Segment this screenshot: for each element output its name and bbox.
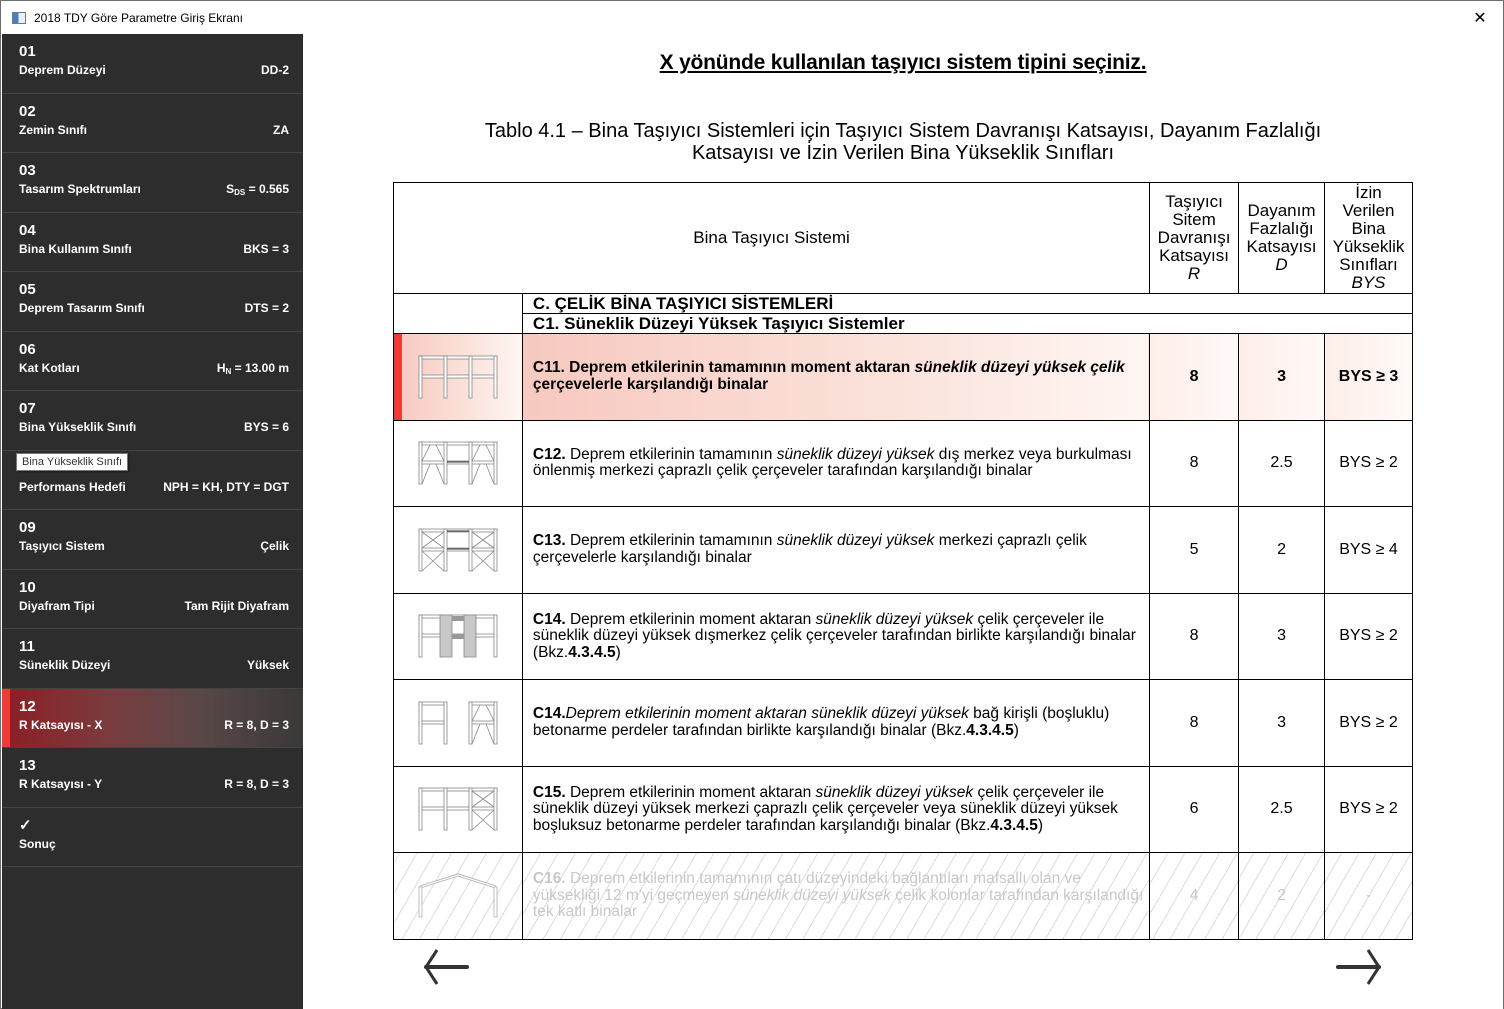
value-r: 8	[1150, 593, 1239, 680]
sidebar-item-1[interactable]	[2, 34, 303, 94]
description-fragment: bağ kirişli (boşluklu) betonarme perdeler tarafından birlikte karşılandığı binalar (Bkz.	[532, 705, 1110, 739]
sidebar-item-number: 09	[19, 519, 36, 536]
value-r: 8	[1150, 420, 1239, 507]
value-r: 6	[1150, 766, 1239, 853]
sidebar-item-label: Tasarım Spektrumları	[19, 182, 141, 196]
system-option-row[interactable]	[394, 766, 1413, 853]
sidebar-item-label: Zemin Sınıfı	[19, 122, 88, 137]
value-bys: BYS ≥ 2	[1325, 593, 1413, 680]
sidebar-item-9[interactable]	[2, 510, 303, 570]
sidebar-item-label: Sonuç	[19, 836, 56, 851]
value-subscript: DS	[234, 188, 246, 197]
header-line: İzin	[1355, 183, 1382, 202]
coupled-wall-frame-icon	[418, 627, 498, 644]
system-description	[522, 766, 1149, 853]
sidebar-item-row	[19, 419, 289, 435]
arrow-left-icon	[421, 946, 471, 988]
system-code: C14.	[532, 705, 566, 723]
system-option-row[interactable]	[394, 593, 1413, 680]
sidebar-item-row	[19, 836, 289, 852]
header-line: Sitem	[1172, 210, 1216, 229]
description-fragment: Deprem etkilerinin tamamının	[565, 532, 777, 550]
header-bys	[1325, 183, 1413, 294]
arrow-right-icon	[1334, 946, 1384, 988]
header-line: Sınıfları	[1339, 255, 1398, 274]
value-bys: BYS ≥ 2	[1325, 420, 1413, 507]
description-fragment: merkezi çaprazlı çelik çerçevelerle karşılandığı binalar	[532, 532, 1087, 566]
description-fragment: süneklik düzeyi yüksek	[733, 886, 891, 904]
description-fragment: 4.3.4.5	[990, 816, 1038, 834]
value-r: 8	[1150, 334, 1239, 421]
sidebar-item-value: BYS = 6	[243, 420, 289, 434]
frame-diagram-cell	[394, 334, 523, 421]
sidebar-item-number: 12	[19, 697, 36, 715]
value-bys: -	[1325, 853, 1413, 940]
sidebar-item-2[interactable]	[2, 94, 303, 154]
sidebar-item-label: R Katsayısı - X	[19, 717, 103, 732]
description-fragment: çerçevelerle karşılandığı binalar	[532, 375, 769, 393]
description-fragment: çelik kolonlar tarafından karşılandığı tek katlı binalar	[532, 886, 1144, 920]
sidebar-item-6[interactable]	[2, 332, 303, 392]
system-description	[522, 334, 1149, 421]
sidebar-item-number: 11	[19, 638, 35, 655]
sidebar-item-label: Deprem Düzeyi	[19, 63, 106, 77]
header-line: Katsayısı	[1246, 237, 1317, 256]
sidebar-item-11[interactable]	[2, 629, 303, 689]
sidebar-item-number: 05	[19, 281, 36, 298]
app-icon	[12, 12, 26, 24]
sidebar-item-value: R = 8, D = 3	[224, 777, 289, 791]
sidebar-item-label: R Katsayısı - Y	[19, 777, 103, 791]
system-option-row[interactable]	[394, 420, 1413, 507]
value-suffix: = 13.00 m	[231, 360, 289, 375]
main-panel	[303, 34, 1503, 1009]
value-bys: BYS ≥ 4	[1325, 507, 1413, 594]
sidebar-item-number: 04	[19, 221, 36, 239]
sidebar-item-14[interactable]	[2, 808, 303, 868]
next-button[interactable]	[1334, 946, 1384, 988]
system-code: C11.	[532, 359, 565, 377]
header-line: Davranışı	[1157, 228, 1231, 247]
description-fragment: Deprem etkilerinin moment aktaran süneklik düzeyi yüksek	[565, 705, 969, 723]
value-r: 5	[1150, 507, 1239, 594]
description-fragment: çelik çerçeveler ile süneklik düzeyi yüksek merkezi çaprazlı çelik çerçeveler veya süneklik düzeyi yüksek boşluksuz betonarme perdeler tarafından karşılandığı binalar (Bkz.	[532, 783, 1118, 834]
previous-button[interactable]	[421, 946, 471, 988]
table-caption	[393, 120, 1413, 164]
system-description	[522, 593, 1149, 680]
value-d: 3	[1239, 680, 1325, 767]
description-fragment: süneklik düzeyi yüksek	[776, 445, 935, 463]
sidebar-item-number: 01	[19, 43, 36, 60]
description-fragment: dış merkez veya burkulması önlenmiş merkezi çaprazlı çelik çerçeveler tarafından karşılandığı binalar	[532, 445, 1132, 480]
portal-frame-icon	[418, 887, 498, 904]
system-option-row[interactable]	[394, 507, 1413, 594]
value-d: 2	[1239, 853, 1325, 940]
subsection-title: C1. Süneklik Düzeyi Yüksek Taşıyıcı Sistemler	[522, 314, 1412, 334]
header-line: Yükseklik	[1332, 237, 1405, 256]
window-title: 2018 TDY Göre Parametre Giriş Ekranı	[34, 11, 243, 25]
sidebar-item-number: 06	[19, 340, 36, 358]
system-option-row[interactable]	[394, 680, 1413, 767]
description-fragment: Deprem etkilerinin tamamının	[565, 445, 777, 463]
sidebar-item-row	[19, 360, 289, 380]
frame-diagram-cell	[394, 420, 523, 507]
header-line: Verilen	[1342, 201, 1395, 220]
sidebar-item-number: 03	[19, 162, 36, 179]
description-fragment: 4.3.4.5	[568, 643, 616, 661]
sidebar-item-value	[217, 360, 289, 380]
sidebar-item-10[interactable]	[2, 570, 303, 630]
value-d: 3	[1239, 334, 1325, 421]
description-fragment: Deprem etkilerinin tamamının çatı düzeyindeki bağlantıları mafsallı olan ve yüksekliği 12 m'yi geçmeyen	[532, 870, 1081, 904]
description-fragment: süneklik düzeyi yüksek	[914, 359, 1086, 377]
header-line: Dayanım	[1247, 201, 1316, 220]
system-description	[522, 507, 1149, 594]
description-fragment: çelik	[1090, 359, 1125, 377]
description-fragment: Deprem etkilerinin moment aktaran	[565, 783, 816, 801]
description-fragment: )	[1013, 721, 1019, 739]
sidebar-item-value	[226, 181, 289, 201]
sidebar-item-12[interactable]	[2, 689, 303, 749]
sidebar-item-label: Bina Yükseklik Sınıfı	[19, 420, 137, 434]
value-d: 3	[1239, 593, 1325, 680]
value-bys: BYS ≥ 3	[1325, 334, 1413, 421]
table-header-row	[394, 183, 1413, 294]
sidebar-item-value: ZA	[273, 122, 289, 137]
sidebar-item-number: 10	[19, 578, 36, 596]
dual-frame-x-braced-icon	[418, 800, 498, 817]
system-code: C15.	[532, 783, 566, 801]
sidebar-item-3[interactable]	[2, 153, 303, 213]
header-line: Katsayısı	[1159, 246, 1229, 265]
frame-diagram-cell	[394, 680, 523, 767]
header-line: Fazlalığı	[1249, 219, 1314, 238]
sidebar-item-row	[19, 538, 289, 554]
frame-diagram-cell	[394, 507, 523, 594]
sidebar-item-value: R = 8, D = 3	[224, 717, 289, 732]
concentric-braced-frame-icon	[418, 541, 498, 558]
sidebar-item-4[interactable]	[2, 213, 303, 273]
table-caption-line1: Tablo 4.1 – Bina Taşıyıcı Sistemleri için Taşıyıcı Sistem Davranışı Katsayısı, Dayanım Fazlalığı	[484, 120, 1322, 142]
frame-diagram-cell	[394, 853, 523, 940]
tooltip: Bina Yükseklik Sınıfı	[16, 453, 128, 471]
system-description	[522, 680, 1149, 767]
system-description	[522, 420, 1149, 507]
description-fragment: 4.3.4.5	[966, 721, 1014, 739]
header-line: Bina	[1351, 219, 1386, 238]
system-description	[522, 853, 1149, 940]
sidebar-item-5[interactable]	[2, 272, 303, 332]
header-system: Bina Taşıyıcı Sistemi	[394, 183, 1150, 294]
value-d: 2	[1239, 507, 1325, 594]
system-code: C13.	[532, 532, 566, 550]
sidebar-item-value: DD-2	[260, 63, 289, 77]
subsection-row	[394, 314, 1413, 334]
sidebar-item-number: 07	[19, 400, 36, 417]
sidebar-item-row	[19, 776, 289, 792]
sidebar-item-label: Kat Kotları	[19, 360, 80, 375]
description-fragment: )	[615, 643, 621, 661]
sidebar-item-label: Diyafram Tipi	[19, 598, 95, 613]
sidebar	[2, 34, 303, 1009]
value-subscript: N	[225, 366, 232, 376]
sidebar-item-7[interactable]	[2, 391, 303, 451]
sidebar-item-value: BKS = 3	[243, 241, 289, 256]
value-bys: BYS ≥ 2	[1325, 766, 1413, 853]
close-icon: ✕	[1473, 9, 1487, 27]
sidebar-item-value: Tam Rijit Diyafram	[184, 598, 289, 613]
title-bar	[1, 1, 1503, 34]
table-caption-line2: Katsayısı ve İzin Verilen Bina Yükseklik Sınıfları	[691, 142, 1115, 164]
sidebar-item-row	[19, 241, 289, 257]
sidebar-item-value: Yüksek	[246, 658, 289, 672]
sidebar-item-label: Deprem Tasarım Sınıfı	[19, 301, 145, 315]
value-d: 2.5	[1239, 420, 1325, 507]
system-option-row	[394, 853, 1413, 940]
value-suffix: = 0.565	[245, 182, 289, 196]
frame-diagram-cell	[394, 593, 523, 680]
sidebar-item-label: Bina Kullanım Sınıfı	[19, 241, 132, 256]
sidebar-item-value: DTS = 2	[244, 301, 289, 315]
frame-diagram-cell	[394, 766, 523, 853]
value-d: 2.5	[1239, 766, 1325, 853]
dual-frame-braced-icon	[418, 714, 498, 731]
sidebar-item-label: Süneklik Düzeyi	[19, 658, 111, 672]
sidebar-item-row	[19, 181, 289, 201]
moment-frame-icon	[418, 368, 498, 385]
sidebar-item-number: 13	[19, 757, 36, 774]
description-fragment: süneklik düzeyi yüksek	[815, 783, 974, 801]
description-fragment: çelik çerçeveler ile süneklik düzeyi yüksek dışmerkez çelik çerçeveler tarafından birlikte karşılandığı binalar (Bkz.	[532, 610, 1136, 661]
description-fragment: süneklik düzeyi yüksek	[776, 532, 935, 550]
sidebar-item-row	[19, 717, 289, 733]
sidebar-item-value: NPH = KH, DTY = DGT	[163, 479, 289, 494]
sidebar-item-13[interactable]	[2, 748, 303, 808]
header-r	[1150, 183, 1239, 294]
sidebar-item-row	[19, 62, 289, 78]
sidebar-item-number: 02	[19, 102, 36, 120]
sidebar-item-row	[19, 479, 289, 495]
sidebar-item-label: Performans Hedefi	[19, 479, 126, 494]
description-fragment: Deprem etkilerinin tamamının moment aktaran	[564, 359, 915, 377]
system-code: C16.	[532, 870, 566, 887]
header-symbol: R	[1187, 264, 1201, 283]
close-button[interactable]	[1457, 1, 1503, 34]
page-title: X yönünde kullanılan taşıyıcı sistem tipini seçiniz.	[659, 51, 1147, 74]
system-code: C12.	[532, 445, 566, 463]
description-fragment: süneklik düzeyi yüksek	[815, 610, 974, 628]
value-bys: BYS ≥ 2	[1325, 680, 1413, 767]
sidebar-item-row	[19, 300, 289, 316]
header-symbol: D	[1275, 255, 1288, 274]
value-prefix: S	[226, 182, 235, 196]
section-row	[394, 294, 1413, 314]
sidebar-item-row	[19, 598, 289, 614]
value-r: 4	[1150, 853, 1239, 940]
sidebar-item-row	[19, 122, 289, 138]
value-prefix: H	[216, 360, 226, 375]
sidebar-item-value: Çelik	[260, 539, 289, 553]
sidebar-item-number: ✓	[19, 816, 32, 834]
system-table	[393, 182, 1413, 940]
description-fragment: Deprem etkilerinin moment aktaran	[565, 610, 816, 628]
header-d	[1239, 183, 1325, 294]
header-line: Taşıyıcı	[1165, 192, 1223, 211]
value-r: 8	[1150, 680, 1239, 767]
system-code: C14.	[532, 610, 566, 628]
eccentric-braced-frame-icon	[418, 454, 498, 471]
sidebar-item-row	[19, 657, 289, 673]
section-blank-cell	[394, 294, 523, 334]
description-fragment: )	[1037, 816, 1043, 834]
header-symbol: BYS	[1351, 273, 1386, 292]
section-title: C. ÇELİK BİNA TAŞIYICI SİSTEMLERİ	[522, 294, 1412, 314]
sidebar-item-label: Taşıyıcı Sistem	[19, 539, 105, 553]
system-option-row[interactable]	[394, 334, 1413, 421]
